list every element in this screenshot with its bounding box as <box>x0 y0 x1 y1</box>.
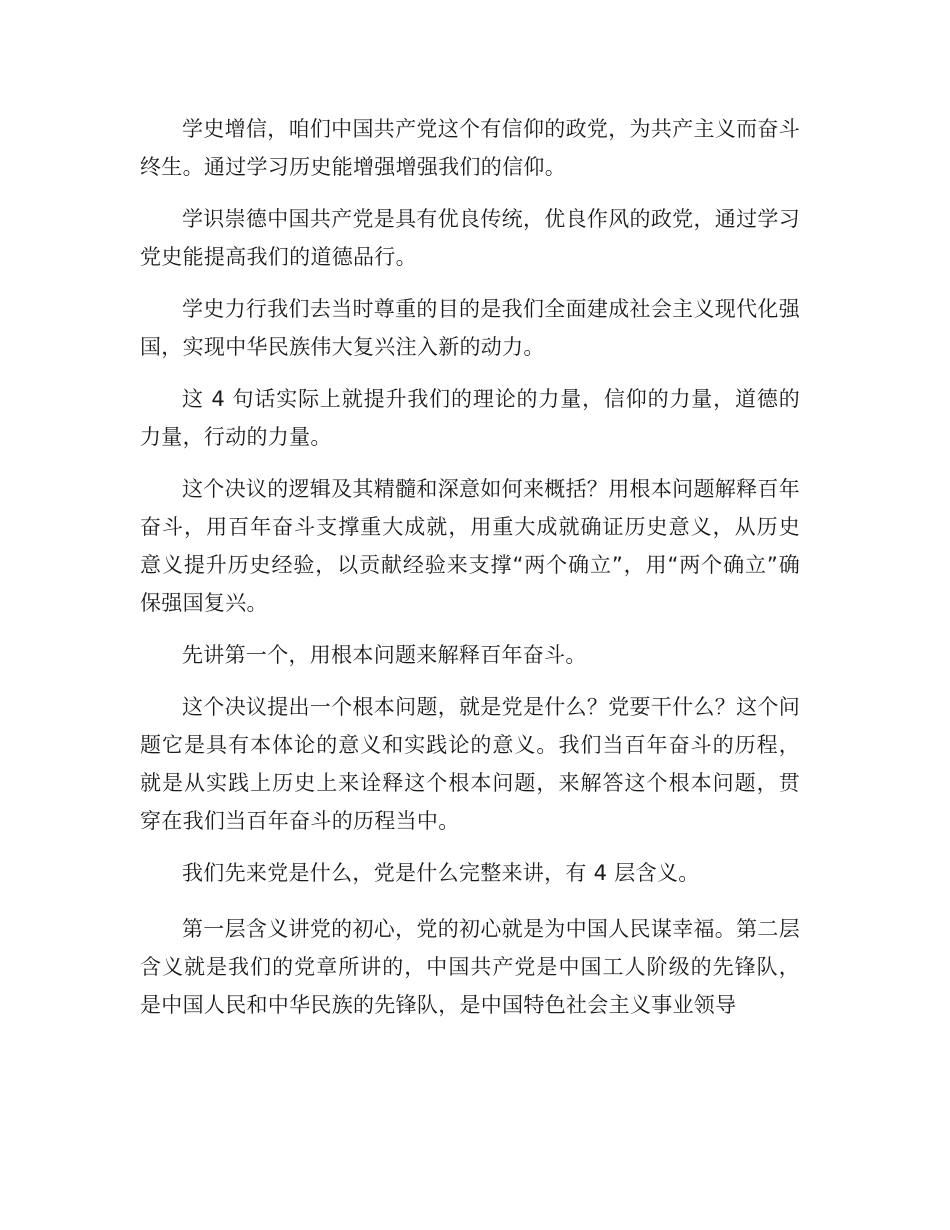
paragraph-1: 学史增信，咱们中国共产党这个有信仰的政党，为共产主义而奋斗终生。通过学习历史能增强增强我们的信仰。 <box>140 117 800 179</box>
paragraph-4: 这 4 句话实际上就提升我们的理论的力量，信仰的力量，道德的力量，行动的力量。 <box>140 387 800 449</box>
paragraph-3: 学史力行我们去当时尊重的目的是我们全面建成社会主义现代化强国，实现中华民族伟大复兴注入新的动力。 <box>140 297 800 359</box>
paragraph-8: 我们先来党是什么，党是什么完整来讲，有 4 层含义。 <box>182 861 700 885</box>
paragraph-5: 这个决议的逻辑及其精髓和深意如何来概括？用根本问题解释百年奋斗，用百年奋斗支撑重大成就，用重大成就确证历史意义，从历史意义提升历史经验，以贡献经验来支撑“两个确立”，用“两个确立”确保强国复兴。 <box>140 477 800 615</box>
paragraph-2: 学识崇德中国共产党是具有优良传统，优良作风的政党，通过学习党史能提高我们的道德品行。 <box>140 207 800 269</box>
paragraph-7: 这个决议提出一个根本问题，就是党是什么？党要干什么？这个问题它是具有本体论的意义和实践论的意义。我们当百年奋斗的历程，就是从实践上历史上来诠释这个根本问题，来解答这个根本问题，贯穿在我们当百年奋斗的历程当中。 <box>140 695 800 833</box>
document-body <box>140 110 800 1024</box>
paragraph-6: 先讲第一个，用根本问题来解释百年奋斗。 <box>182 643 587 667</box>
paragraph-9: 第一层含义讲党的初心，党的初心就是为中国人民谋幸福。第二层含义就是我们的党章所讲的，中国共产党是中国工人阶级的先锋队，是中国人民和中华民族的先锋队，是中国特色社会主义事业领导 <box>140 917 800 1017</box>
